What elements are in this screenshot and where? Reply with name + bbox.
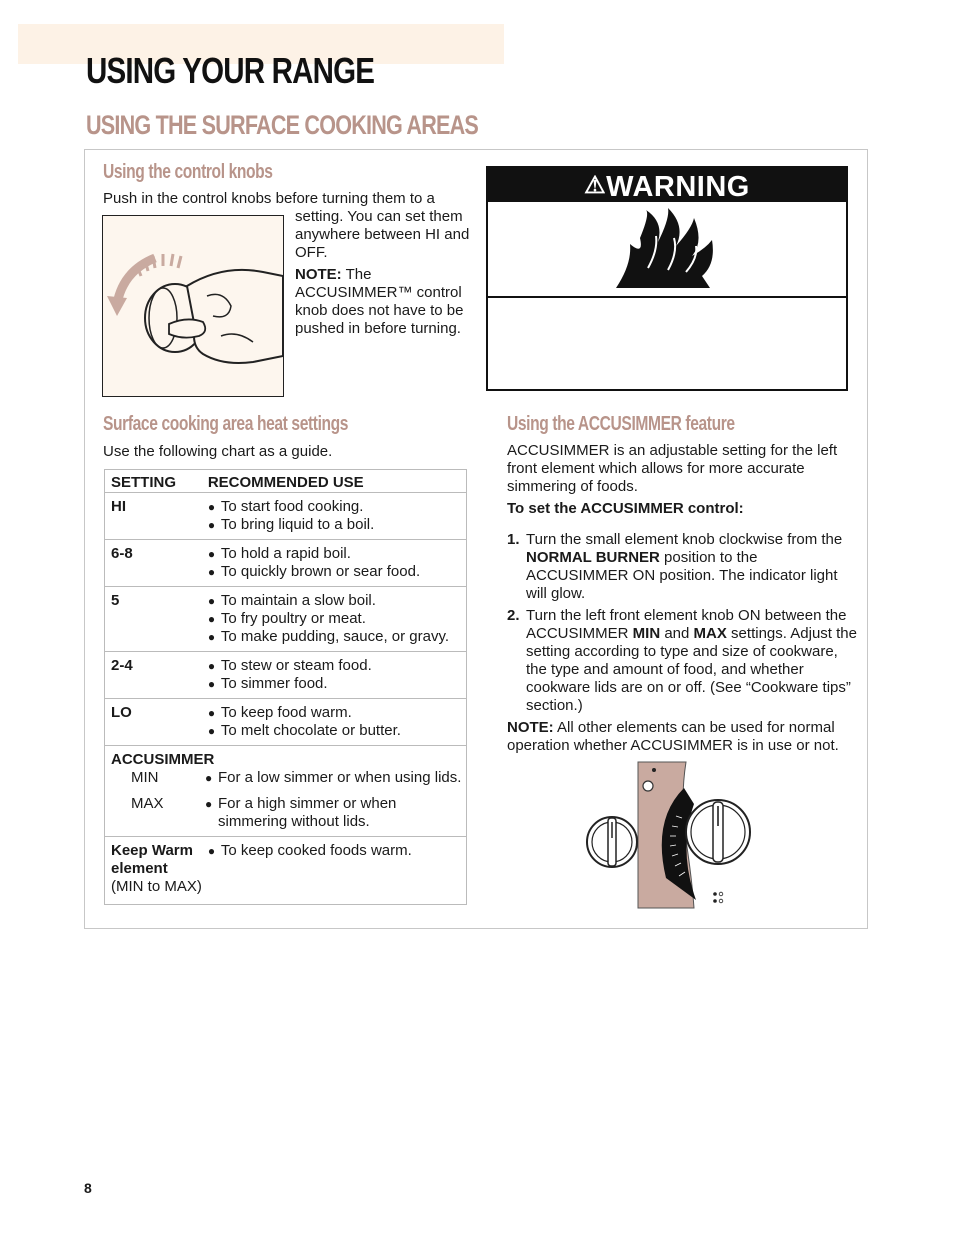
setting-cell: HI [105,493,202,540]
use-item: To start food cooking. [220,498,364,515]
setting-cell: 6-8 [105,540,202,587]
accusimmer-steps-title: To set the ACCUSIMMER control: [507,500,744,517]
bullet-icon: ● [207,659,216,673]
step-text-bold: MAX [693,625,727,642]
step-1 [507,531,859,603]
table-row [105,699,467,746]
table-row [105,746,467,837]
warning-box [486,166,848,391]
use-cell [202,493,467,540]
use-cell [202,540,467,587]
column-header: SETTING [105,470,202,493]
warning-triangle-icon: ⚠ [584,172,607,199]
use-cell [202,587,467,652]
bullet-icon: ● [207,706,216,720]
right-knob-icon [686,800,750,864]
use-item: To make pudding, sauce, or gravy. [220,628,450,645]
accusimmer-setting: ACCUSIMMER [111,751,215,768]
heat-settings-heading: Surface cooking area heat settings [103,413,349,435]
step-text-bold: MIN [632,625,661,642]
small-knob-icon [643,781,653,791]
heat-settings-table [104,469,467,905]
setting-cell: 2-4 [105,652,202,699]
page-title: USING YOUR RANGE [86,50,375,91]
accusimmer-steps [507,531,859,755]
use-item: To fry poultry or meat. [220,610,366,627]
note-text: All other elements can be used for normal operation whether ACCUSIMMER is in use or not. [507,719,839,754]
table-row [105,837,467,905]
bullet-icon: ● [207,630,216,644]
accusimmer-max-label: MAX [131,795,164,812]
keep-warm-label: Keep Warm element [111,842,193,877]
page-number: 8 [84,1180,92,1196]
bullet-icon: ● [207,518,216,532]
warning-label: WARNING [606,171,750,203]
step-number: 2. [507,607,520,624]
keep-warm-range: (MIN to MAX) [111,878,202,895]
fire-icon [606,208,726,292]
use-item: To simmer food. [220,675,328,692]
step-2 [507,607,859,715]
step-text-part: and [660,625,694,642]
bullet-icon: ● [205,771,213,785]
use-item: To stew or steam food. [220,657,372,674]
use-item: To maintain a slow boil. [220,592,376,609]
bullet-icon: ● [207,547,216,561]
table-row [105,587,467,652]
accusimmer-min-use: For a low simmer or when using lids. [218,769,462,786]
accusimmer-max-use: For a high simmer or when simmering without lids. [218,795,397,830]
use-item: To quickly brown or sear food. [220,563,421,580]
step-text [526,531,859,603]
control-knobs-side-text: setting. You can set them anywhere between HI and OFF. [295,208,470,261]
use-cell [202,652,467,699]
step-text [526,607,859,715]
note-text: The ACCUSIMMER™ control knob does not have to be pushed in before turning. [295,266,464,337]
accusimmer-intro: ACCUSIMMER is an adjustable setting for the left front element which allows for more accurate simmering of foods. [507,442,838,495]
hand-turning-knob-icon [103,216,283,396]
accusimmer-note [507,719,859,755]
bullet-icon: ● [207,594,216,608]
table-row [105,540,467,587]
use-item: To hold a rapid boil. [220,545,351,562]
warning-icon-area [488,202,846,298]
control-knobs-heading: Using the control knobs [103,161,273,183]
table-row [105,652,467,699]
step-number: 1. [507,531,520,548]
accusimmer-cell [105,746,467,837]
section-title: USING THE SURFACE COOKING AREAS [86,110,479,140]
control-panel-illustration [582,760,782,910]
use-item: To bring liquid to a boil. [220,516,375,533]
use-item: To keep cooked foods warm. [220,842,412,859]
setting-cell [105,837,202,905]
control-knobs-intro: Push in the control knobs before turning them to a [103,190,435,207]
step-text-part: Turn the left front element knob ON between the ACCUSIMMER [526,607,847,642]
warning-header [488,168,846,202]
use-cell [202,837,467,905]
bullet-icon: ● [207,500,216,514]
left-knob-icon [587,817,637,867]
table-header-row [105,470,467,493]
step-text-bold: NORMAL BURNER [526,549,660,566]
knob-illustration [102,215,284,397]
step-text-part: Turn the small element knob clockwise from the [526,531,843,548]
bullet-icon: ● [205,797,213,811]
warning-body [488,298,846,314]
use-item: To keep food warm. [220,704,352,721]
table-row [105,493,467,540]
accusimmer-heading: Using the ACCUSIMMER feature [507,413,735,435]
note-label: NOTE: [295,266,342,283]
bullet-icon: ● [207,677,216,691]
setting-cell: 5 [105,587,202,652]
bullet-icon: ● [207,844,216,858]
bullet-icon: ● [207,565,216,579]
column-header: RECOMMENDED USE [202,470,467,493]
step-text-part: position to the ACCUSIMMER ON position. The indicator light will glow. [526,549,838,602]
step-text-part: settings. Adjust the setting according to type and size of cookware, the type and amount of food, and whether cookware lids are on or off. (See “Cookware tips” section.) [526,625,857,714]
setting-cell: LO [105,699,202,746]
use-cell [202,699,467,746]
note-label: NOTE: [507,719,554,736]
control-knobs-note [295,266,475,338]
bullet-icon: ● [207,724,216,738]
accusimmer-min-label: MIN [131,769,159,786]
heat-settings-intro: Use the following chart as a guide. [103,443,333,460]
use-item: To melt chocolate or butter. [220,722,401,739]
bullet-icon: ● [207,612,216,626]
indicator-light-icon [652,768,656,772]
